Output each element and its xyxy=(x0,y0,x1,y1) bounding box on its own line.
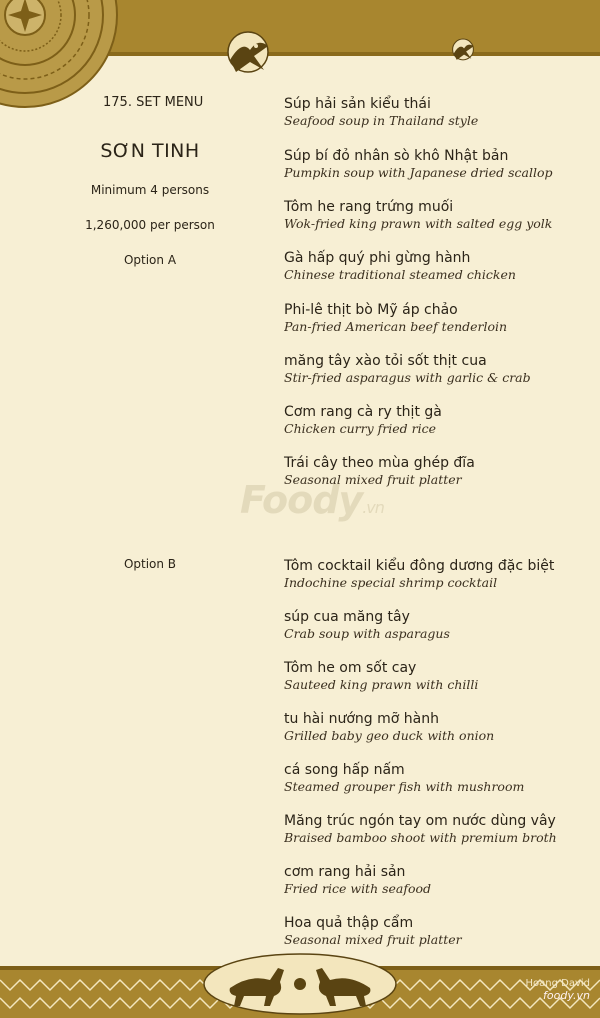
dish-name-vietnamese: cá song hấp nấm xyxy=(284,762,405,778)
bird-emblem-icon xyxy=(220,30,276,80)
dish-item xyxy=(284,148,584,181)
dish-name-vietnamese: súp cua măng tây xyxy=(284,609,410,625)
menu-title: SƠN TINH xyxy=(100,140,200,162)
option-a-label: Option A xyxy=(123,253,177,267)
dish-name-english: Steamed grouper fish with mushroom xyxy=(284,779,525,794)
dish-name-vietnamese: Gà hấp quý phi gừng hành xyxy=(284,250,471,266)
price-per-person: 1,260,000 per person xyxy=(85,218,215,232)
watermark-suffix: .vn xyxy=(362,498,384,517)
dish-name-vietnamese: Tôm cocktail kiểu đông dương đặc biệt xyxy=(284,558,555,574)
dish-name-english: Pumpkin soup with Japanese dried scallop xyxy=(284,165,553,180)
dish-item xyxy=(284,250,584,283)
dish-item xyxy=(284,404,584,437)
photo-credit xyxy=(525,978,590,1002)
dish-name-vietnamese: Măng trúc ngón tay om nước dùng vây xyxy=(284,813,556,829)
dish-name-english: Pan-fried American beef tenderloin xyxy=(284,319,508,334)
dish-name-english: Indochine special shrimp cocktail xyxy=(284,575,498,590)
dish-name-vietnamese: Tôm he om sốt cay xyxy=(284,660,417,676)
deer-motif-icon xyxy=(200,940,400,1018)
dish-item xyxy=(284,813,584,846)
dish-name-english: Seafood soup in Thailand style xyxy=(284,113,479,128)
dish-name-english: Crab soup with asparagus xyxy=(284,626,450,641)
dish-item xyxy=(284,762,584,795)
dish-name-english: Stir-fried asparagus with garlic & crab xyxy=(284,370,531,385)
dish-name-vietnamese: tu hài nướng mỡ hành xyxy=(284,711,439,727)
dish-name-english: Fried rice with seafood xyxy=(284,881,432,896)
dish-name-vietnamese: Cơm rang cà ry thịt gà xyxy=(284,404,442,420)
dish-name-vietnamese: cơm rang hải sản xyxy=(284,864,406,880)
dish-name-vietnamese: Súp hải sản kiểu thái xyxy=(284,96,431,112)
dish-name-vietnamese: măng tây xào tỏi sốt thịt cua xyxy=(284,353,487,369)
dish-name-english: Grilled baby geo duck with onion xyxy=(284,728,495,743)
dish-item xyxy=(284,864,584,897)
dish-item xyxy=(284,711,584,744)
dish-item xyxy=(284,609,584,642)
dish-item xyxy=(284,96,584,129)
dish-item xyxy=(284,199,584,232)
dish-item xyxy=(284,660,584,693)
set-menu-number: 175. SET MENU xyxy=(103,95,204,110)
dish-name-vietnamese: Tôm he rang trứng muối xyxy=(284,199,454,215)
dish-name-vietnamese: Phi-lê thịt bò Mỹ áp chảo xyxy=(284,302,458,318)
dish-name-english: Wok-fried king prawn with salted egg yolk xyxy=(284,216,553,231)
option-b-label: Option B xyxy=(123,557,177,571)
dish-name-english: Chicken curry fried rice xyxy=(284,421,436,436)
minimum-persons: Minimum 4 persons xyxy=(90,183,210,197)
credit-brand: foody.vn xyxy=(543,989,590,1002)
dish-name-english: Braised bamboo shoot with premium broth xyxy=(284,830,557,845)
watermark-brand: Foody xyxy=(240,478,363,522)
credit-author: Hoang David xyxy=(525,978,590,989)
dish-name-vietnamese: Hoa quả thập cẩm xyxy=(284,915,414,931)
dish-item xyxy=(284,558,584,591)
dish-name-english: Sauteed king prawn with chilli xyxy=(284,677,479,692)
bronze-drum-icon xyxy=(0,0,120,110)
dish-name-vietnamese: Trái cây theo mùa ghép đĩa xyxy=(284,455,475,471)
foody-watermark xyxy=(240,478,384,522)
dish-name-vietnamese: Súp bí đỏ nhân sò khô Nhật bản xyxy=(284,148,509,164)
dish-item xyxy=(284,302,584,335)
dish-item xyxy=(284,353,584,386)
dish-name-english: Seasonal mixed fruit platter xyxy=(284,932,462,947)
dish-name-english: Chinese traditional steamed chicken xyxy=(284,267,516,282)
small-bird-emblem-icon xyxy=(448,38,478,64)
dish-name-english: Seasonal mixed fruit platter xyxy=(284,472,462,487)
